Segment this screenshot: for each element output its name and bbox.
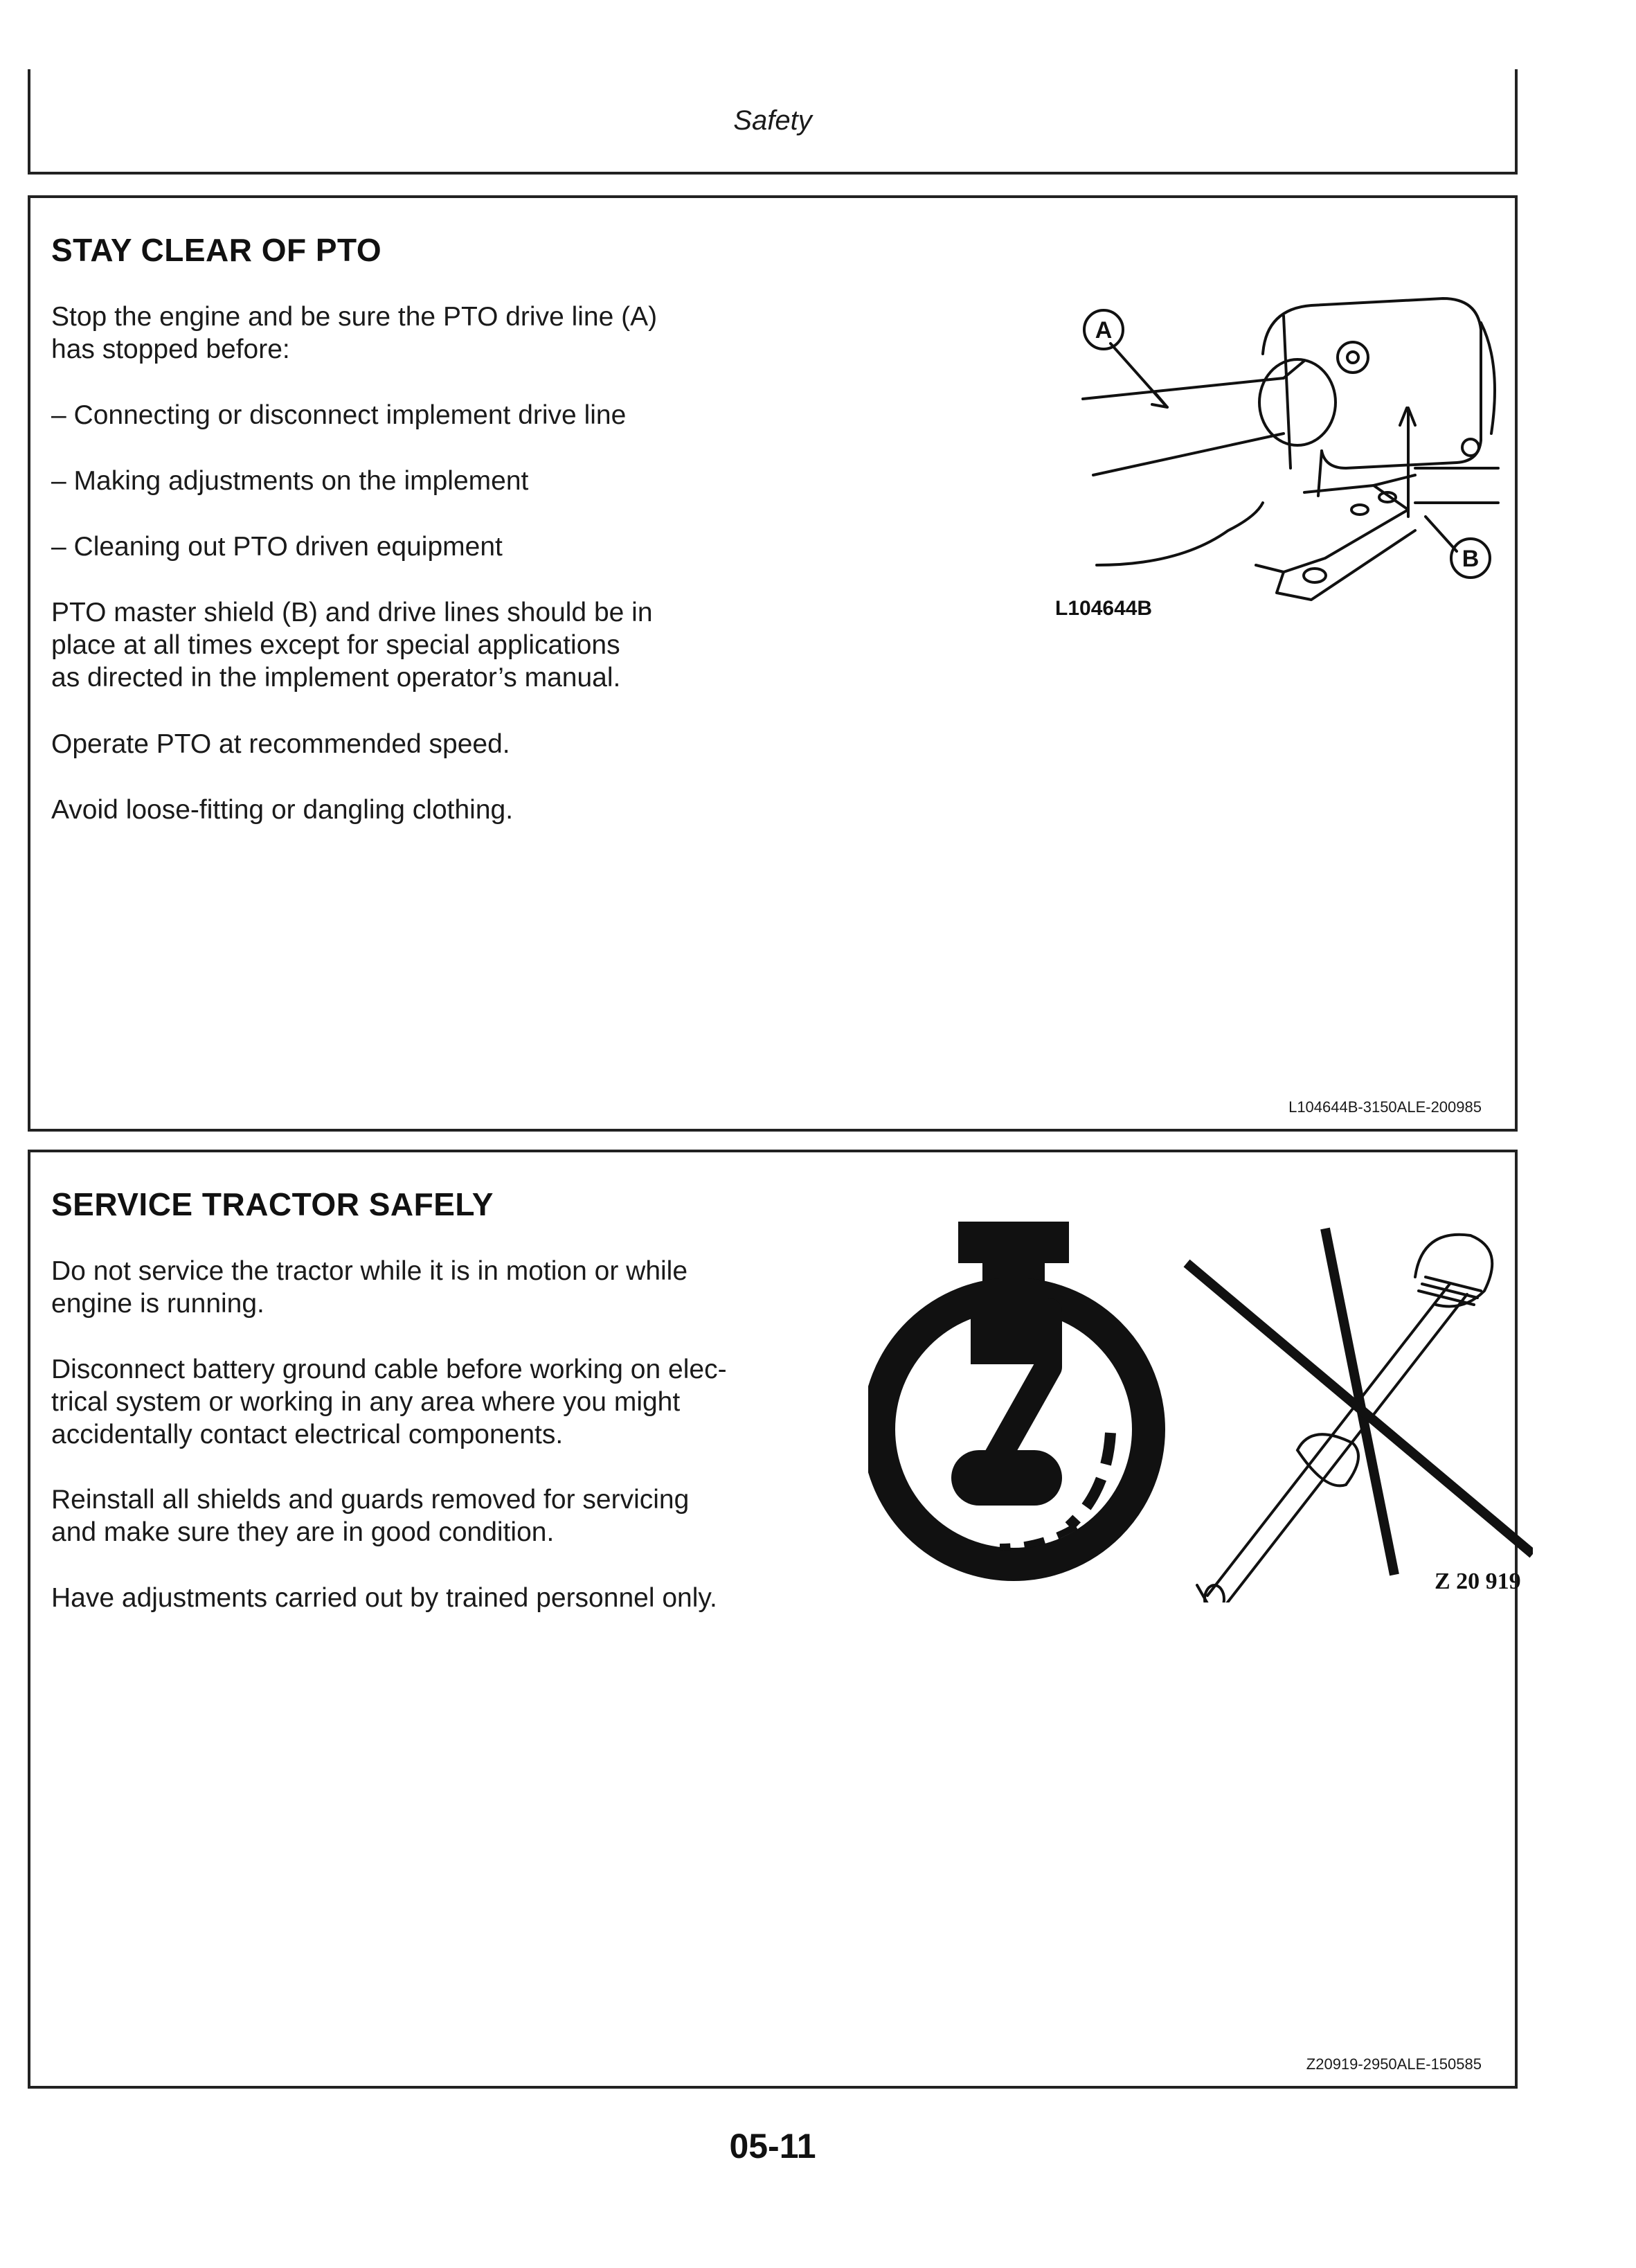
callout-a: A xyxy=(1095,317,1113,343)
pto-figure-label: L104644B xyxy=(1055,597,1153,620)
pto-driveline-illustration xyxy=(1055,240,1512,627)
header-bottom-rule xyxy=(28,172,1518,175)
service-heading: SERVICE TRACTOR SAFELY xyxy=(51,1186,494,1222)
engine-running-icon xyxy=(879,1222,1149,1564)
service-reference-code: Z20919-2950ALE-150585 xyxy=(1306,2055,1482,2073)
pto-paragraph-6: Operate PTO at recommended speed. xyxy=(51,729,510,759)
pto-paragraph-3: – Making adjustments on the implement xyxy=(51,466,529,496)
prohibition-cross xyxy=(1187,1229,1533,1575)
pto-paragraph-1: Stop the engine and be sure the PTO drive line (A) has stopped before: xyxy=(51,302,658,364)
page-number: 05-11 xyxy=(729,2127,816,2166)
pto-paragraph-5: PTO master shield (B) and drive lines should be in place at all times except for special applications as directed in the implement operator’s manual. xyxy=(51,598,653,693)
no-service-while-running-pictogram xyxy=(868,1201,1533,1602)
service-paragraph-3: Reinstall all shields and guards removed for servicing and make sure they are in good condition. xyxy=(51,1485,690,1547)
section-header: Safety xyxy=(733,105,812,136)
pto-paragraph-4: – Cleaning out PTO driven equipment xyxy=(51,532,503,562)
service-paragraph-1: Do not service the tractor while it is in motion or while engine is running. xyxy=(51,1256,688,1319)
pto-paragraph-7: Avoid loose-fitting or dangling clothing. xyxy=(51,795,514,825)
pto-paragraph-2: – Connecting or disconnect implement drive line xyxy=(51,400,627,430)
pto-safety-panel xyxy=(28,195,1518,1132)
service-paragraph-4: Have adjustments carried out by trained personnel only. xyxy=(51,1583,717,1613)
service-tool-icon xyxy=(1197,1235,1492,1602)
service-safety-panel xyxy=(28,1150,1521,2089)
pto-reference-code: L104644B-3150ALE-200985 xyxy=(1288,1098,1482,1116)
pto-heading: STAY CLEAR OF PTO xyxy=(51,232,382,268)
service-figure-label: Z 20 919 xyxy=(1435,1569,1521,1594)
service-paragraph-2: Disconnect battery ground cable before working on elec- trical system or working in any area where you might accidentally contact electrical components. xyxy=(51,1355,727,1449)
callout-b: B xyxy=(1462,546,1480,572)
